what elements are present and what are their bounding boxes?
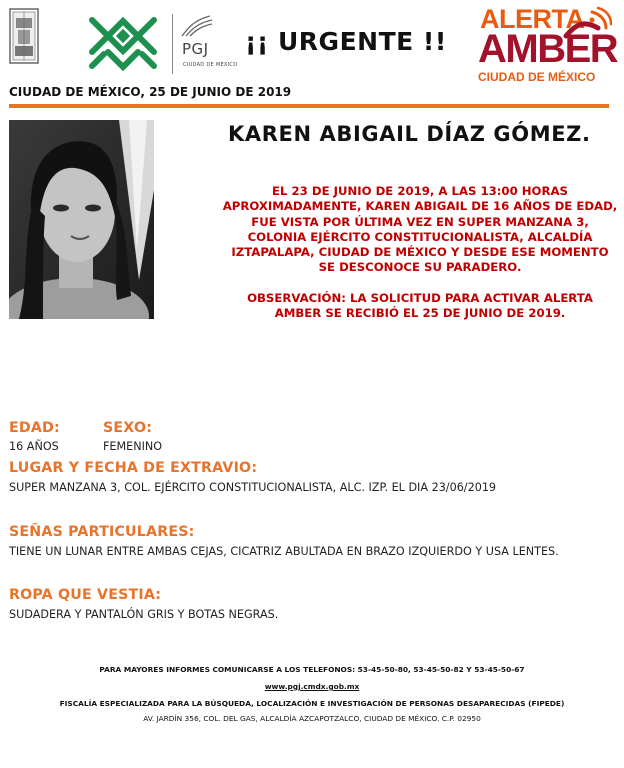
place-value: SUPER MANZANA 3, COL. EJÉRCITO CONSTITUCIONALISTA, ALC. IZP. EL DIA 23/06/2019 <box>9 481 497 494</box>
incident-description <box>222 184 618 336</box>
footer-agency: FISCALÍA ESPECIALIZADA PARA LA BÚSQUEDA, LOCALIZACIÓN E INVESTIGACIÓN DE PERSONAS DESAPARECIDAS (FIPEDE) <box>59 699 565 708</box>
sex-label: SEXO: <box>103 420 153 436</box>
cdmx-government-logo-icon <box>84 8 162 78</box>
clothes-value: SUDADERA Y PANTALÓN GRIS Y BOTAS NEGRAS. <box>9 608 279 621</box>
alert-swirl-icon <box>562 6 612 46</box>
observation-text: OBSERVACIÓN: LA SOLICITUD PARA ACTIVAR ALERTA AMBER SE RECIBIÓ EL 25 DE JUNIO DE 2019. <box>247 290 593 321</box>
age-value: 16 AÑOS <box>9 440 59 453</box>
alert-logo-city: CIUDAD DE MÉXICO <box>478 70 596 84</box>
portrait-photo <box>9 120 154 319</box>
cdmx-coat-of-arms-icon <box>9 8 39 64</box>
footer-phones: PARA MAYORES INFORMES COMUNICARSE A LOS TELEFONOS: 53-45-50-80, 53-45-50-82 Y 53-45-50-67 <box>99 665 525 674</box>
missing-person-name: KAREN ABIGAIL DÍAZ GÓMEZ. <box>228 122 591 146</box>
footer-website-link[interactable]: www.pgj.cmdx.gob.mx <box>264 682 360 691</box>
pgj-logo-subtext: CIUDAD DE MÉXICO <box>183 62 238 68</box>
marks-value: TIENE UN LUNAR ENTRE AMBAS CEJAS, CICATRIZ ABULTADA EN BRAZO IZQUIERDO Y USA LENTES. <box>9 545 559 558</box>
pgj-flag-icon <box>180 14 214 38</box>
footer-website-row <box>0 682 624 691</box>
alert-logo-word1: ALERTA <box>480 4 585 34</box>
footer-address: AV. JARDÍN 356, COL. DEL GAS, ALCALDÍA AZCAPOTZALCO, CIUDAD DE MÉXICO. C.P. 02950 <box>143 714 481 723</box>
pgj-logo-text: PGJ <box>182 40 209 58</box>
place-label: LUGAR Y FECHA DE EXTRAVIO: <box>9 460 258 476</box>
header-rule <box>9 104 609 108</box>
clothes-label: ROPA QUE VESTIA: <box>9 587 162 603</box>
urgent-title: ¡¡ URGENTE !! <box>245 27 447 56</box>
alert-logo-word2: AMBER <box>478 27 618 71</box>
incident-text: EL 23 DE JUNIO DE 2019, A LAS 13:00 HORAS APROXIMADAMENTE, KAREN ABIGAIL DE 16 AÑOS DE EDAD, FUE VISTA POR ÚLTIMA VEZ EN SUPER MANZANA 3, COLONIA EJÉRCITO CONSTITUCIONALISTA, ALCALDÍA IZTAPALAPA, CIUDAD DE MÉXICO Y DESDE ESE MOMENTO SE DESCONOCE SU PARADERO. <box>222 184 618 275</box>
age-label: EDAD: <box>9 420 60 436</box>
date-line: CIUDAD DE MÉXICO, 25 DE JUNIO DE 2019 <box>9 85 292 99</box>
logo-divider <box>172 14 173 74</box>
marks-label: SEÑAS PARTICULARES: <box>9 524 195 540</box>
sex-value: FEMENINO <box>103 440 163 453</box>
